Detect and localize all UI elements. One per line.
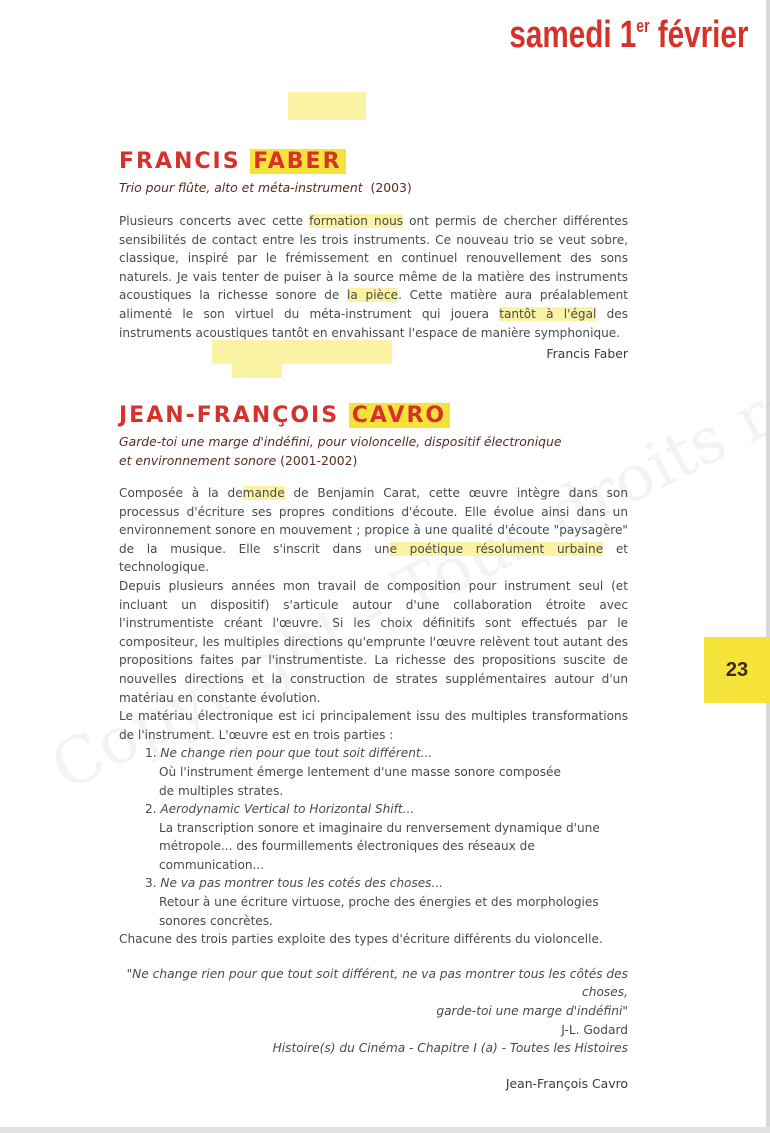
movement-title: 2. Aerodynamic Vertical to Horizontal Shift... [145,802,415,817]
program-note: Depuis plusieurs années mon travail de composition pour instrument seul (et incluant un dispositif) s'articule autour d'une collaboration étroite avec l'instrumentiste créant l'œuvre. Si les choix définitifs sont effectués par le compositeur, les multiples directions qu'emprunte l'œuvre relèvent tout autant des propositions faites par l'instrumentiste. La richesse des propositions suscite de nouvelles directions et la construction de strates supplémentaires autour d'un matériau en constante évolution. [119,578,628,705]
composer-name: JEAN-FRANÇOIS CAVRO [119,403,628,428]
program-note: Composée à la demande de Benjamin Carat, cette œuvre intègre dans son processus d'écriture ses propres conditions d'écoute. Elle évolue ainsi dans un environnement sonore en mouvement ; propice à une qualité d'écoute "paysagère" de la musique. Elle s'inscrit dans une poétique résolument urbaine et technologique. [119,486,629,575]
page-bottom-edge [0,1127,770,1133]
movement-description: Retour à une écriture virtuose, proche des énergies et des morphologies [159,895,599,910]
program-note: Plusieurs concerts avec cette formation nous ont permis de chercher différentes sensibilités de contact entre les trois instruments. Ce nouveau trio se veut sobre, classique, inspiré par le frémissement en continuel renouvellement des sons naturels. Je vais tenter de puiser à la source même de la matière des instruments acoustiques la richesse sonore de la pièce. Cette matière aura préalablement alimenté le son virtuel du méta-instrument qui jouera tantôt à l'égal des instruments acoustiques tantôt en envahissant l'espace de manière symphonique. [119,214,629,340]
quote-author: J-L. Godard [561,1022,628,1037]
movement-description: métropole... des fourmillements électroniques des réseaux de communication... [159,839,535,872]
composer-last-name: FABER [250,149,345,174]
movement-description: Où l'instrument émerge lentement d'une masse sonore composée [159,764,561,779]
movement-description: de multiples strates. [159,783,284,798]
quote-text: "Ne change rien pour que tout soit différent, ne va pas montrer tous les côtés des choses, [126,966,628,1000]
movement-title: 1. Ne change rien pour que tout soit différent... [145,746,433,761]
work-title: Garde-toi une marge d'indéfini, pour violoncelle, dispositif électronique et environnement sonore (2001-2002) [119,434,562,468]
page-edge [766,0,770,1133]
author-signature: Francis Faber [546,346,628,362]
highlight-block [232,364,282,378]
quote-text: garde-toi une marge d'indéfini" [436,1004,628,1019]
work-title: Trio pour flûte, alto et méta-instrument (2003) [119,180,412,195]
program-entry-faber [119,149,628,361]
page-number: 23 [725,658,749,681]
page-header-date: samedi 1er février [508,14,748,56]
author-signature: Jean-François Cavro [505,1075,628,1091]
program-note: Chacune des trois parties exploite des types d'écriture différents du violoncelle. [119,932,603,947]
program-entry-cavro [119,403,628,1091]
composer-name: FRANCIS FABER [119,149,628,174]
quote-source: Histoire(s) du Cinéma - Chapitre I (a) - Toutes les Histoires [272,1041,628,1056]
composer-last-name: CAVRO [349,403,450,428]
program-note: Le matériau électronique est ici principalement issu des multiples transformations de l'instrument. L'œuvre est en trois parties : [119,709,628,742]
highlight-block [288,92,366,120]
movement-description: sonores concrètes. [159,913,273,928]
page-number-tab [704,637,770,703]
movement-description: La transcription sonore et imaginaire du renversement dynamique d'une [159,820,600,835]
movement-title: 3. Ne va pas montrer tous les cotés des choses... [145,876,444,891]
godard-quote [119,965,628,1058]
movement-list [119,744,628,930]
